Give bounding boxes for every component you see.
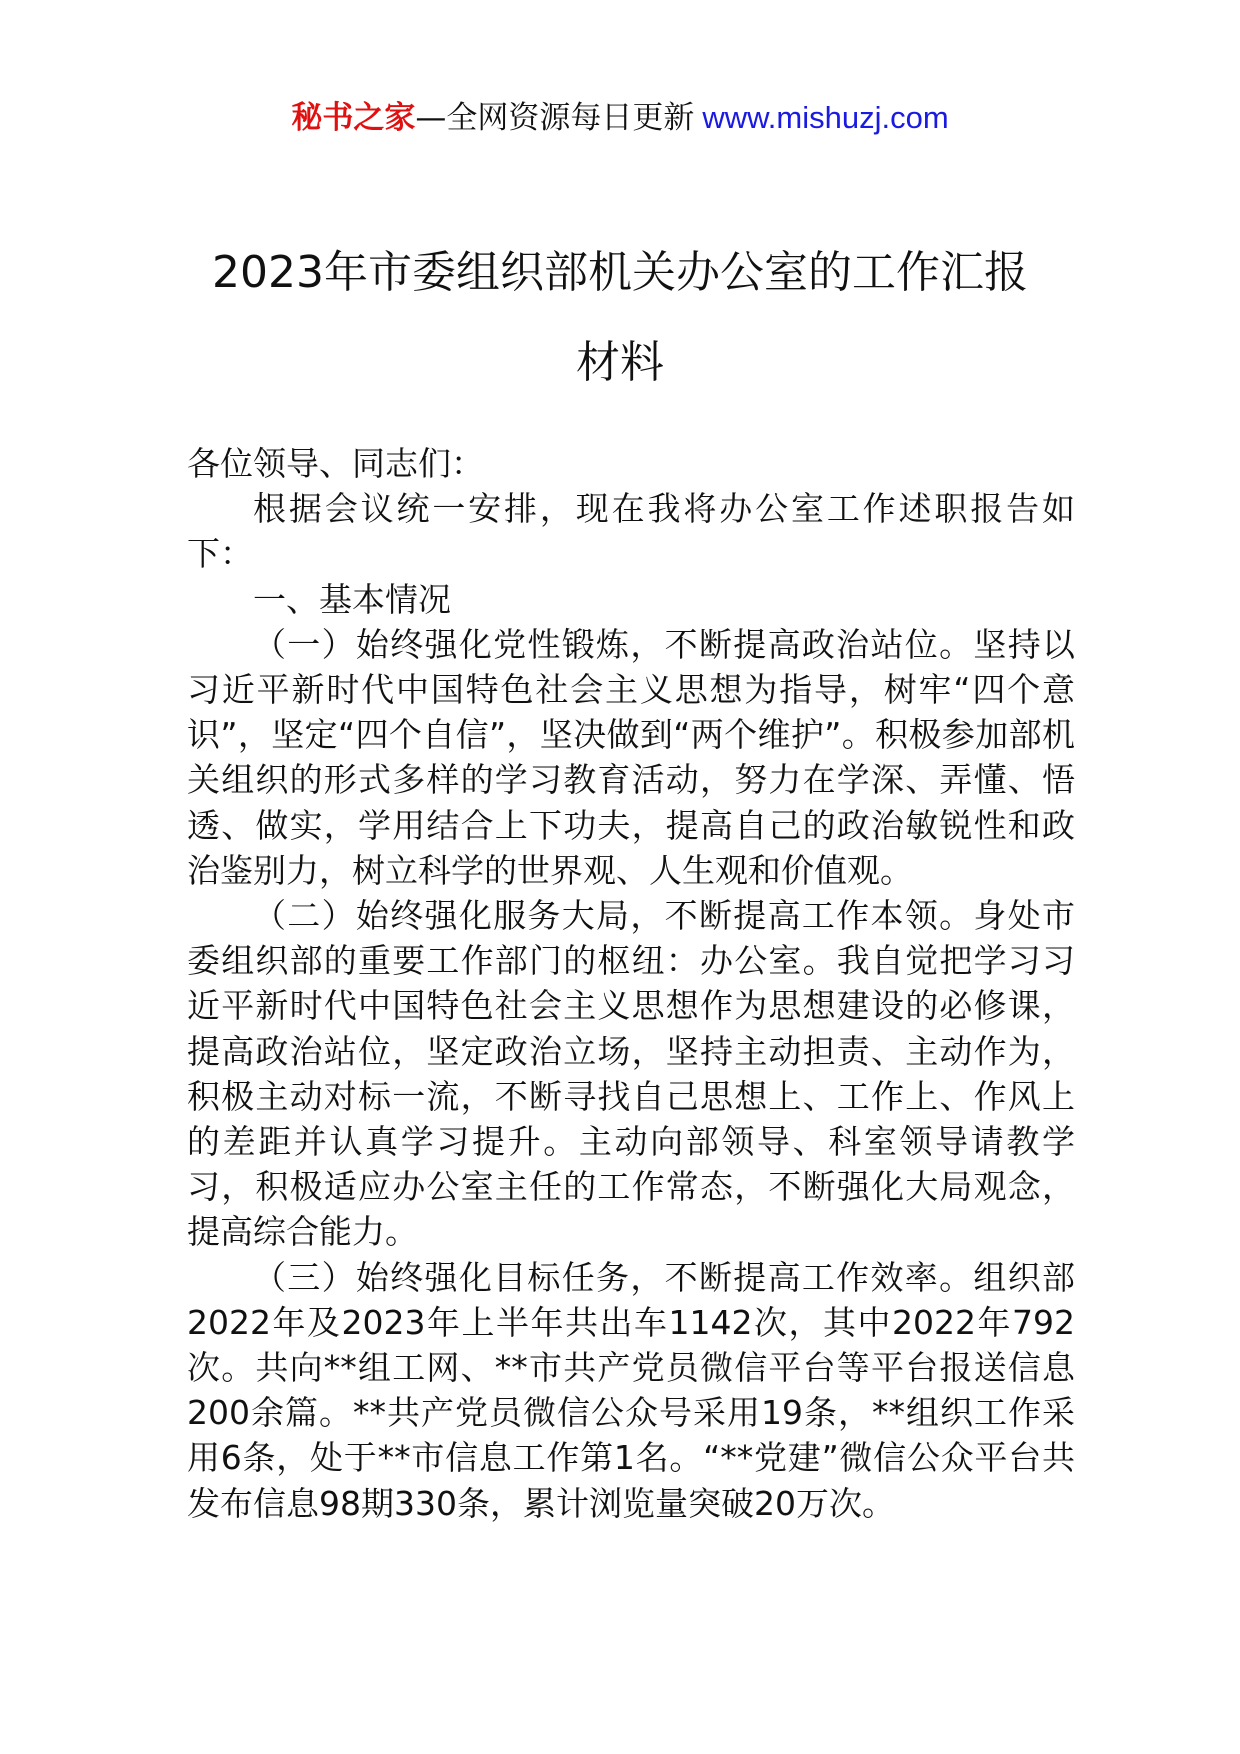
site-header-banner xyxy=(0,98,1240,138)
paragraph-1: （一）始终强化党性锻炼，不断提高政治站位。坚持以习近平新时代中国特色社会主义思想为指导，树牢“四个意识”，坚定“四个自信”，坚决做到“两个维护”。积极参加部机关组织的形式多样的学习教育活动，努力在学深、弄懂、悟透、做实，学用结合上下功夫，提高自己的政治敏锐性和政治鉴别力，树立科学的世界观、人生观和价值观。 xyxy=(187,624,1075,890)
website-link[interactable]: www.mishuzj.com xyxy=(702,100,949,135)
paragraph-3: （三）始终强化目标任务，不断提高工作效率。组织部2022年及2023年上半年共出车1142次，其中2022年792次。共向**组工网、**市共产党员微信平台等平台报送信息200余篇。**共产党员微信公众号采用19条，**组织工作采用6条，处于**市信息工作第1名。“**党建”微信公众平台共发布信息98期330条，累计浏览量突破20万次。 xyxy=(187,1257,1075,1523)
document-title xyxy=(150,228,1090,408)
section-heading: 一、基本情况 xyxy=(253,579,451,619)
paragraph-2: （二）始终强化服务大局，不断提高工作本领。身处市委组织部的重要工作部门的枢纽：办公室。我自觉把学习习近平新时代中国特色社会主义思想作为思想建设的必修课，提高政治站位，坚定政治立场，坚持主动担责、主动作为，积极主动对标一流，不断寻找自己思想上、工作上、作风上的差距并认真学习提升。主动向部领导、科室领导请教学习，积极适应办公室主任的工作常态，不断强化大局观念，提高综合能力。 xyxy=(187,896,1075,1252)
intro-paragraph: 根据会议统一安排，现在我将办公室工作述职报告如下： xyxy=(187,489,1075,574)
brand-name: 秘书之家 xyxy=(291,100,416,136)
title-line-2: 材料 xyxy=(576,337,664,388)
document-body xyxy=(187,441,1075,1526)
salutation: 各位领导、同志们： xyxy=(187,444,484,483)
title-line-1: 2023年市委组织部机关办公室的工作汇报 xyxy=(212,247,1028,298)
slogan: —全网资源每日更新 xyxy=(415,100,695,136)
